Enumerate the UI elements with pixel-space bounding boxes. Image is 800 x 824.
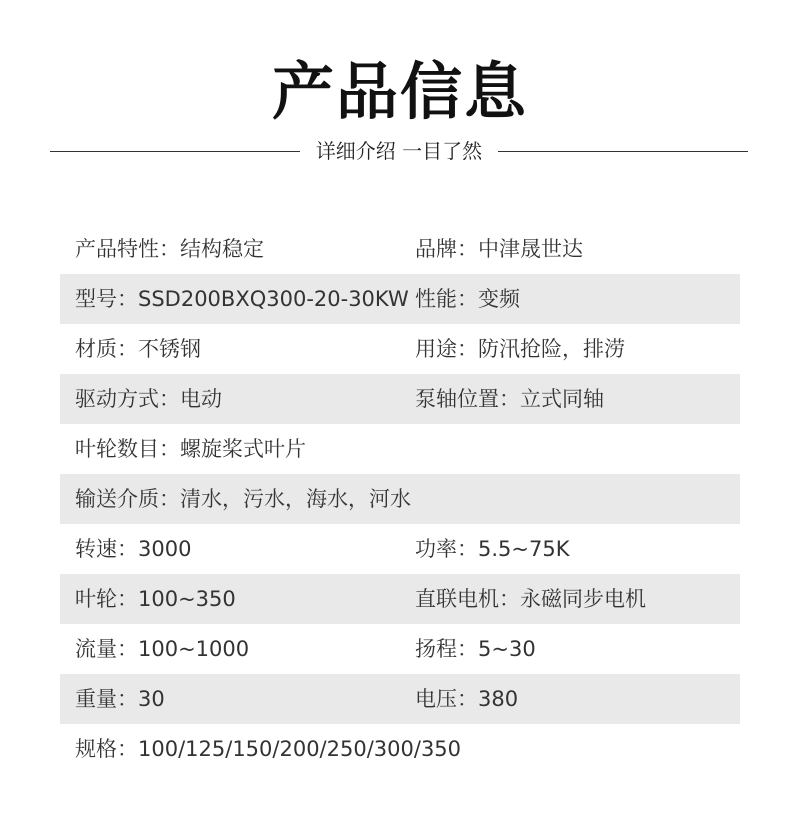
spec-cell: 品牌：中津晟世达 bbox=[415, 237, 583, 261]
spec-cell: 叶轮数目：螺旋桨式叶片 bbox=[75, 437, 306, 461]
spec-cell: 输送介质：清水，污水，海水，河水 bbox=[75, 487, 411, 511]
product-info-table bbox=[60, 224, 740, 774]
table-row bbox=[60, 524, 740, 574]
table-row bbox=[60, 724, 740, 774]
table-row bbox=[60, 224, 740, 274]
table-row bbox=[60, 374, 740, 424]
table-row bbox=[60, 274, 740, 324]
table-row bbox=[60, 674, 740, 724]
table-row bbox=[60, 424, 740, 474]
table-row bbox=[60, 474, 740, 524]
spec-cell: 功率：5.5~75K bbox=[415, 537, 570, 561]
subtitle-text: 详细介绍 一目了然 bbox=[308, 139, 490, 163]
spec-cell: 泵轴位置：立式同轴 bbox=[415, 387, 604, 411]
spec-cell: 用途：防汛抢险，排涝 bbox=[415, 337, 625, 361]
spec-cell: 直联电机：永磁同步电机 bbox=[415, 587, 646, 611]
page-title: 产品信息 bbox=[271, 55, 528, 128]
spec-cell: 重量：30 bbox=[75, 687, 165, 711]
table-row bbox=[60, 324, 740, 374]
spec-cell: 流量：100~1000 bbox=[75, 637, 250, 661]
table-row bbox=[60, 624, 740, 674]
spec-cell: 型号：SSD200BXQ300-20-30KW bbox=[75, 287, 409, 311]
spec-cell: 材质：不锈钢 bbox=[75, 337, 201, 361]
spec-cell: 转速：3000 bbox=[75, 537, 192, 561]
subtitle-row bbox=[50, 136, 748, 166]
spec-cell: 叶轮：100~350 bbox=[75, 587, 236, 611]
spec-cell: 产品特性：结构稳定 bbox=[75, 237, 264, 261]
spec-cell: 驱动方式：电动 bbox=[75, 387, 222, 411]
table-row bbox=[60, 574, 740, 624]
spec-cell: 电压：380 bbox=[415, 687, 519, 711]
spec-cell: 规格：100/125/150/200/250/300/350 bbox=[75, 737, 462, 761]
spec-cell: 扬程：5~30 bbox=[415, 637, 536, 661]
spec-cell: 性能：变频 bbox=[415, 287, 520, 311]
subtitle bbox=[50, 136, 748, 166]
